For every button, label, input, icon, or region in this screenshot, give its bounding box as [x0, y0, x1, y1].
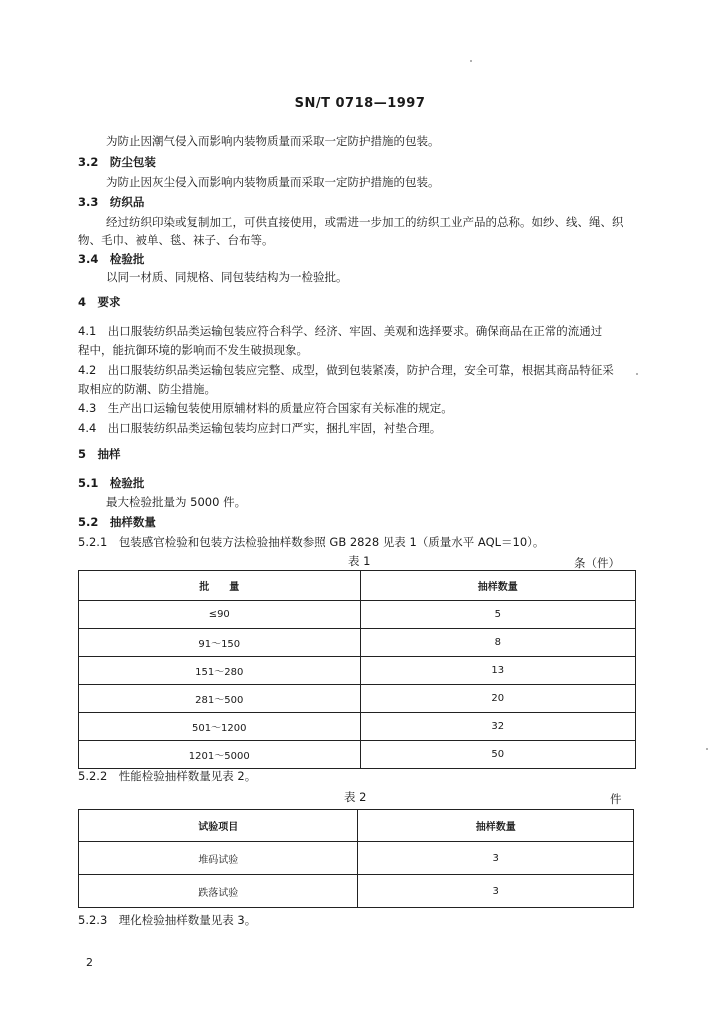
table-row — [79, 741, 636, 769]
clause-text: 4.1 出口服装纺织品类运输包装应符合科学、经济、牢固、美观和选择要求。确保商品在正常的流通过 — [78, 324, 603, 338]
column-header: 试验项目 — [79, 810, 358, 842]
table-cell: 50 — [360, 741, 636, 769]
section-heading: 3.3 纺织品 — [78, 195, 145, 209]
table-caption: 表 1 — [348, 554, 371, 568]
clause-text: 5.2.1 包装感官检验和包装方法检验抽样数参照 GB 2828 见表 1（质量水平 AQL＝10）。 — [78, 535, 545, 549]
section-heading: 5.2 抽样数量 — [78, 515, 156, 529]
section-heading: 5.1 检验批 — [78, 476, 145, 490]
table-cell: 13 — [360, 657, 636, 685]
clause-text: 4.2 出口服装纺织品类运输包装应完整、成型，做到包装紧凑，防护合理，安全可靠，根据其商品特征采 — [78, 363, 614, 377]
table-cell: 1201～5000 — [79, 741, 361, 769]
table-cell: 32 — [360, 713, 636, 741]
definition-text: 为防止因灰尘侵入而影响内装物质量而采取一定防护措施的包装。 — [106, 175, 440, 189]
table-caption: 表 2 — [344, 790, 367, 804]
clause-text: 5.2.3 理化检验抽样数量见表 3。 — [78, 913, 257, 927]
scan-speck — [706, 748, 708, 750]
column-header: 抽样数量 — [360, 571, 636, 601]
table-row — [79, 685, 636, 713]
table-cell: 3 — [358, 842, 634, 875]
table-unit: 件 — [610, 792, 622, 806]
clause-text: 程中，能抗御环境的影响而不发生破损现象。 — [78, 343, 308, 357]
table-cell: 5 — [360, 601, 636, 629]
section-heading: 4 要求 — [78, 295, 121, 309]
definition-text: 为防止因潮气侵入而影响内装物质量而采取一定防护措施的包装。 — [106, 134, 440, 148]
clause-text: 最大检验批量为 5000 件。 — [106, 495, 247, 509]
scan-speck — [636, 373, 638, 375]
table-cell: ≤90 — [79, 601, 361, 629]
section-heading: 3.4 检验批 — [78, 252, 145, 266]
column-header: 抽样数量 — [358, 810, 634, 842]
scan-speck — [470, 60, 472, 62]
clause-text: 取相应的防潮、防尘措施。 — [78, 382, 216, 396]
table-cell: 3 — [358, 875, 634, 908]
table-row — [79, 842, 634, 875]
table-cell: 8 — [360, 629, 636, 657]
table-row — [79, 629, 636, 657]
sampling-table-2 — [78, 809, 634, 908]
table-row — [79, 601, 636, 629]
table-unit: 条（件） — [574, 556, 620, 570]
sampling-table-1 — [78, 570, 636, 769]
section-heading: 3.2 防尘包装 — [78, 155, 156, 169]
table-cell: 20 — [360, 685, 636, 713]
table-cell: 501～1200 — [79, 713, 361, 741]
table-cell: 91～150 — [79, 629, 361, 657]
clause-text: 5.2.2 性能检验抽样数量见表 2。 — [78, 769, 257, 783]
clause-text: 4.3 生产出口运输包装使用原辅材料的质量应符合国家有关标准的规定。 — [78, 401, 453, 415]
table-cell: 跌落试验 — [79, 875, 358, 908]
definition-text: 物、毛巾、被单、毯、袜子、台布等。 — [78, 233, 274, 247]
clause-text: 4.4 出口服装纺织品类运输包装均应封口严实，捆扎牢固，衬垫合理。 — [78, 421, 442, 435]
table-cell: 151～280 — [79, 657, 361, 685]
document-header: SN/T 0718—1997 — [294, 96, 426, 111]
column-header: 批 量 — [79, 571, 361, 601]
definition-text: 以同一材质、同规格、同包装结构为一检验批。 — [106, 270, 348, 284]
page-number: 2 — [86, 956, 93, 969]
definition-text: 经过纺织印染或复制加工，可供直接使用，或需进一步加工的纺织工业产品的总称。如纱、线、绳、织 — [106, 215, 624, 229]
table-row — [79, 875, 634, 908]
table-row — [79, 657, 636, 685]
table-row — [79, 713, 636, 741]
section-heading: 5 抽样 — [78, 447, 121, 461]
table-cell: 堆码试验 — [79, 842, 358, 875]
table-cell: 281～500 — [79, 685, 361, 713]
